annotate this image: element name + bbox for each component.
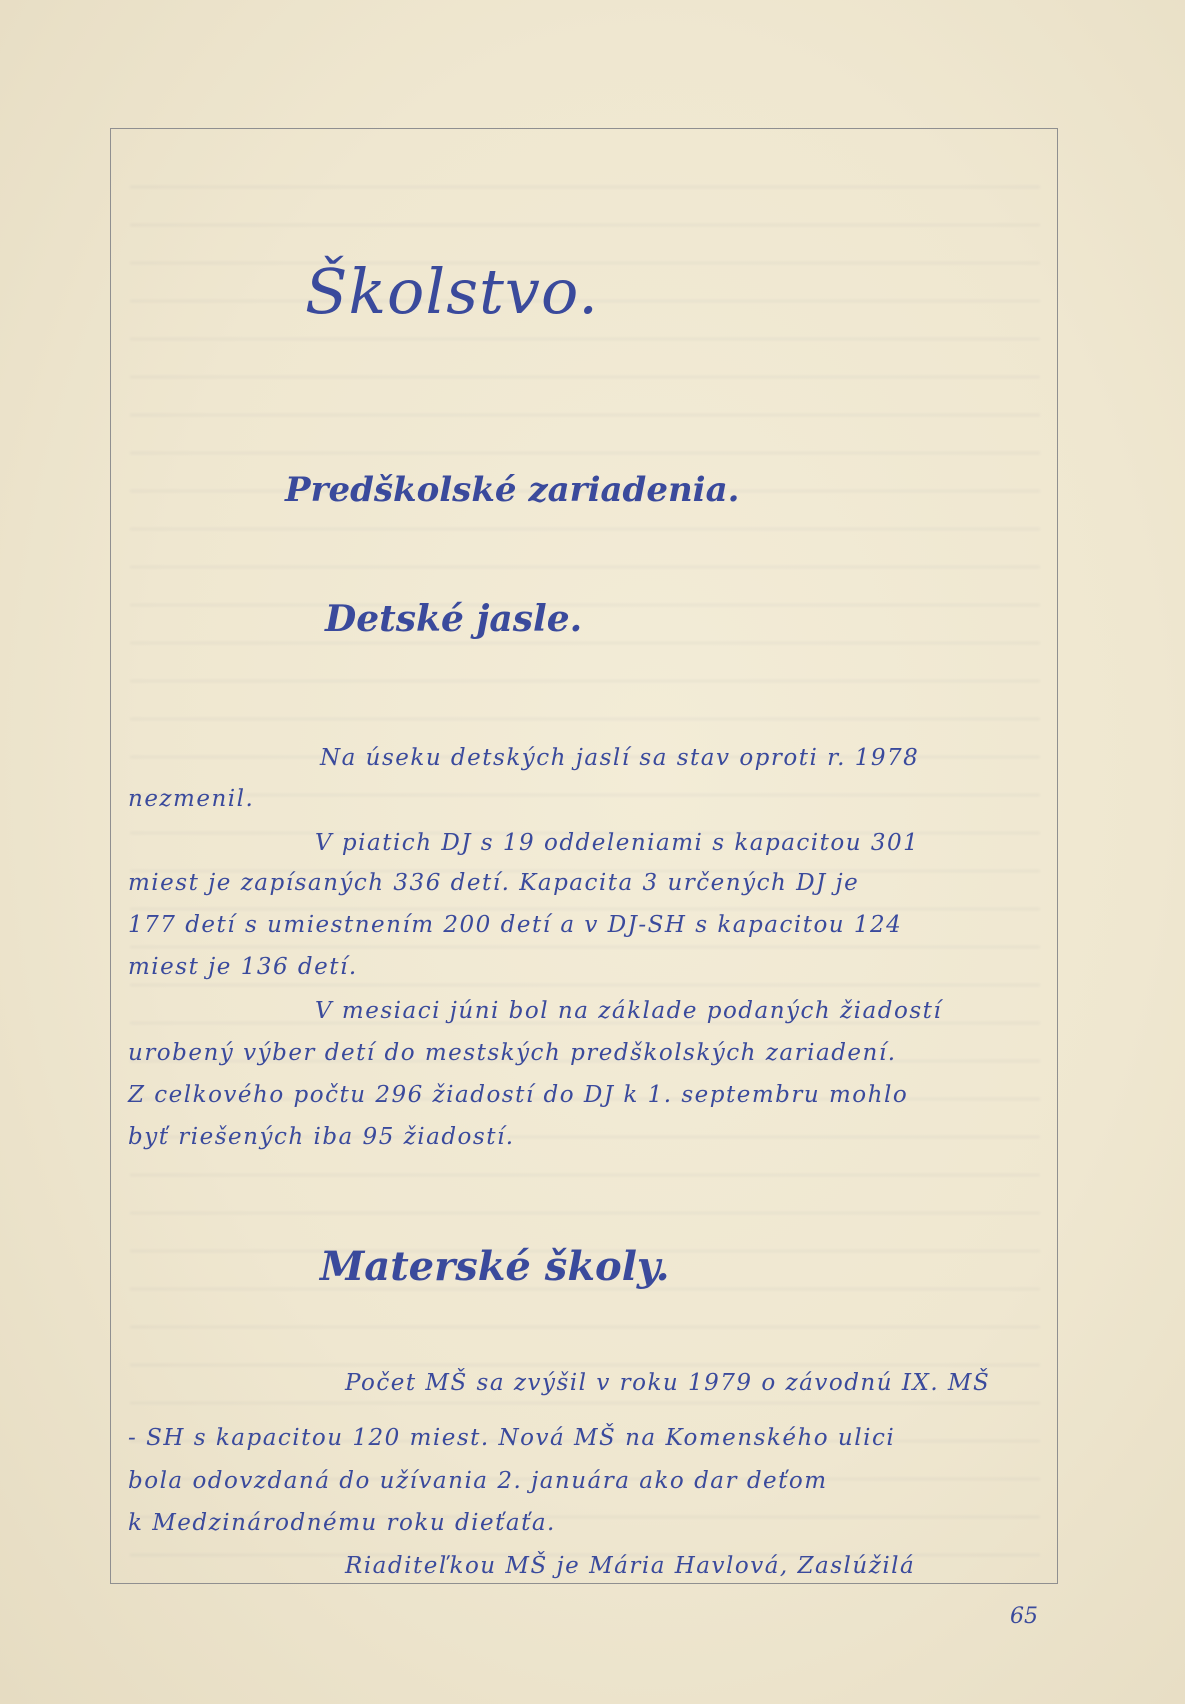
text-line: Počet MŠ sa zvýšil v roku 1979 o závodnú IX. MŠ [345,1370,991,1396]
text-line: V mesiaci júni bol na základe podaných žiadostí [315,998,943,1024]
text-line: miest je 136 detí. [128,954,358,980]
section-title-materske-skoly: Materské školy. [320,1243,670,1290]
text-line: Z celkového počtu 296 žiadostí do DJ k 1. septembru mohlo [128,1082,909,1108]
page-number: 65 [1010,1604,1038,1629]
text-line: miest je zapísaných 336 detí. Kapacita 3 určených DJ je [128,870,860,896]
text-line: Na úseku detských jaslí sa stav oproti r. 1978 [320,745,920,771]
subheading: Predškolské zariadenia. [285,470,740,510]
text-line: nezmenil. [128,786,255,812]
text-line: - SH s kapacitou 120 miest. Nová MŠ na Komenského ulici [128,1425,896,1451]
text-line: urobený výber detí do mestských predškolských zariadení. [128,1040,897,1066]
text-line: V piatich DJ s 19 oddeleniami s kapacitou 301 [315,830,920,856]
text-line: byť riešených iba 95 žiadostí. [128,1124,515,1150]
text-line: k Medzinárodnému roku dieťaťa. [128,1510,556,1536]
section-title-detske-jasle: Detské jasle. [325,598,583,640]
text-line: 177 detí s umiestnením 200 detí a v DJ-SH s kapacitou 124 [128,912,903,938]
text-line: Riaditeľkou MŠ je Mária Havlová, Zaslúžilá [345,1553,916,1579]
page-border [110,128,1058,1584]
page-heading: Školstvo. [305,255,599,328]
text-line: bola odovzdaná do užívania 2. januára ako dar deťom [128,1468,828,1494]
